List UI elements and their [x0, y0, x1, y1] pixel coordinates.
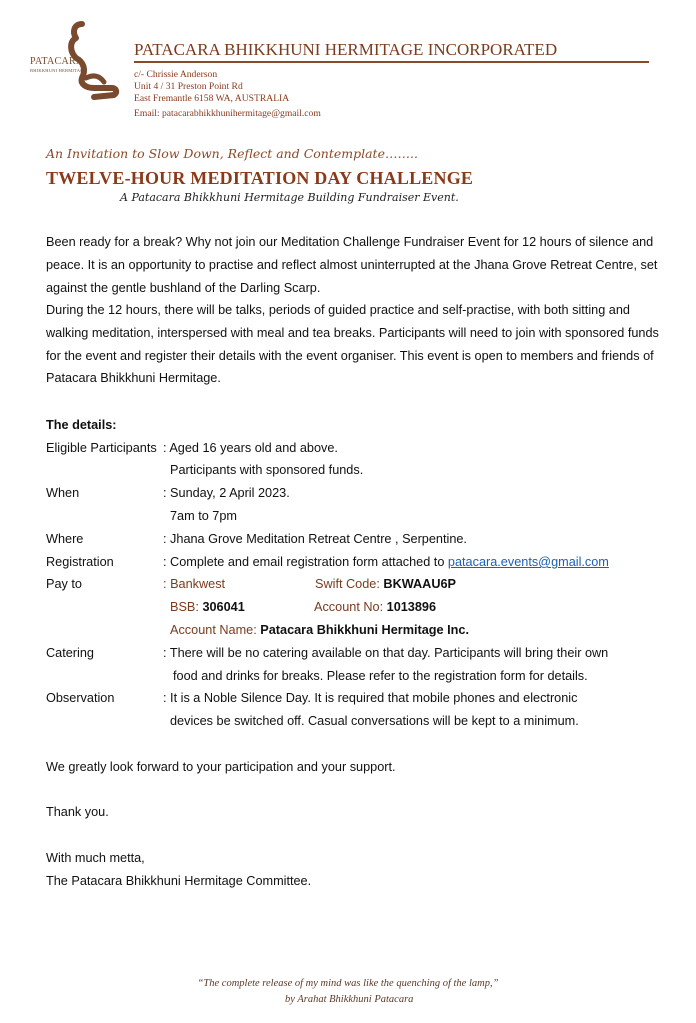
registration-email-link[interactable]: patacara.events@gmail.com [447, 555, 609, 569]
header-email[interactable]: Email: patacarabhikkhunihermitage@gmail.com [134, 108, 321, 119]
observation-label: Observation [46, 691, 115, 705]
footer-attribution: by Arahat Bhikkhuni Patacara [285, 994, 414, 1005]
bank-name: : Bankwest [163, 577, 226, 591]
catering-value-1: : There will be no catering available on that day. Participants will bring their own [163, 646, 609, 660]
footer-quote: “The complete release of my mind was like the quenching of the lamp,” [197, 978, 499, 989]
where-label: Where [46, 532, 84, 546]
registration-value [163, 554, 609, 570]
catering-label: Catering [46, 646, 94, 660]
event-subtitle: A Patacara Bhikkhuni Hermitage Building Fundraiser Event. [120, 191, 459, 204]
eligible-value-2: Participants with sponsored funds. [170, 463, 364, 477]
address-street: Unit 4 / 31 Preston Point Rd [134, 81, 243, 92]
eligible-value-1: : Aged 16 years old and above. [163, 441, 338, 455]
bsb: BSB: 306041 [170, 600, 245, 614]
logo-wordmark: PATACARA [30, 56, 84, 67]
logo-subtitle: BHIKKHUNI HERMITAGE [30, 68, 87, 73]
closing-forward: We greatly look forward to your participation and your support. [46, 760, 396, 774]
address-city: East Fremantle 6158 WA, AUSTRALIA [134, 93, 290, 104]
observation-value-2: devices be switched off. Casual conversations will be kept to a minimum. [170, 714, 579, 728]
eligible-label: Eligible Participants [46, 441, 157, 455]
closing-metta: With much metta, [46, 851, 145, 865]
intro-paragraph-2: During the 12 hours, there will be talks, periods of guided practice and self-practise, with both sitting and walking meditation, interspersed with meal and tea breaks. Participants will need to join with sponsored funds for the event and register their details with the event organiser. This event is open to members and friends of Patacara Bhikkhuni Hermitage. [46, 303, 659, 386]
intro-paragraph-1: Been ready for a break? Why not join our Meditation Challenge Fundraiser Event for 12 hours of silence and peace. It is an opportunity to practise and reflect almost uninterrupted at the Jhana Grove Retreat Centre, set against the gentle bushland of the Darling Scarp. [46, 235, 658, 295]
pay-label: Pay to [46, 577, 82, 591]
organization-name: PATACARA BHIKKHUNI HERMITAGE INCORPORATED [134, 40, 558, 59]
registration-text: : Complete and email registration form attached to [163, 555, 448, 569]
event-title: TWELVE-HOUR MEDITATION DAY CHALLENGE [46, 168, 474, 188]
invitation-line: An Invitation to Slow Down, Reflect and Contemplate…….. [46, 146, 418, 161]
closing-committee: The Patacara Bhikkhuni Hermitage Committee. [46, 874, 312, 888]
address-care-of: c/- Chrissie Anderson [134, 69, 218, 80]
catering-value-2: food and drinks for breaks. Please refer to the registration form for details. [173, 669, 588, 683]
registration-label: Registration [46, 555, 114, 569]
when-label: When [46, 486, 80, 500]
account-number: Account No: 1013896 [314, 600, 437, 614]
swift-code: Swift Code: BKWAAU6P [315, 577, 457, 591]
account-name: Account Name: Patacara Bhikkhuni Hermitage Inc. [170, 623, 469, 637]
when-date: : Sunday, 2 April 2023. [163, 486, 290, 500]
where-value: : Jhana Grove Meditation Retreat Centre , Serpentine. [163, 532, 467, 546]
closing-thanks: Thank you. [46, 805, 109, 819]
observation-value-1: : It is a Noble Silence Day. It is required that mobile phones and electronic [163, 691, 578, 705]
details-heading: The details: [46, 418, 117, 432]
when-time: 7am to 7pm [170, 509, 237, 523]
header-divider [134, 61, 649, 63]
